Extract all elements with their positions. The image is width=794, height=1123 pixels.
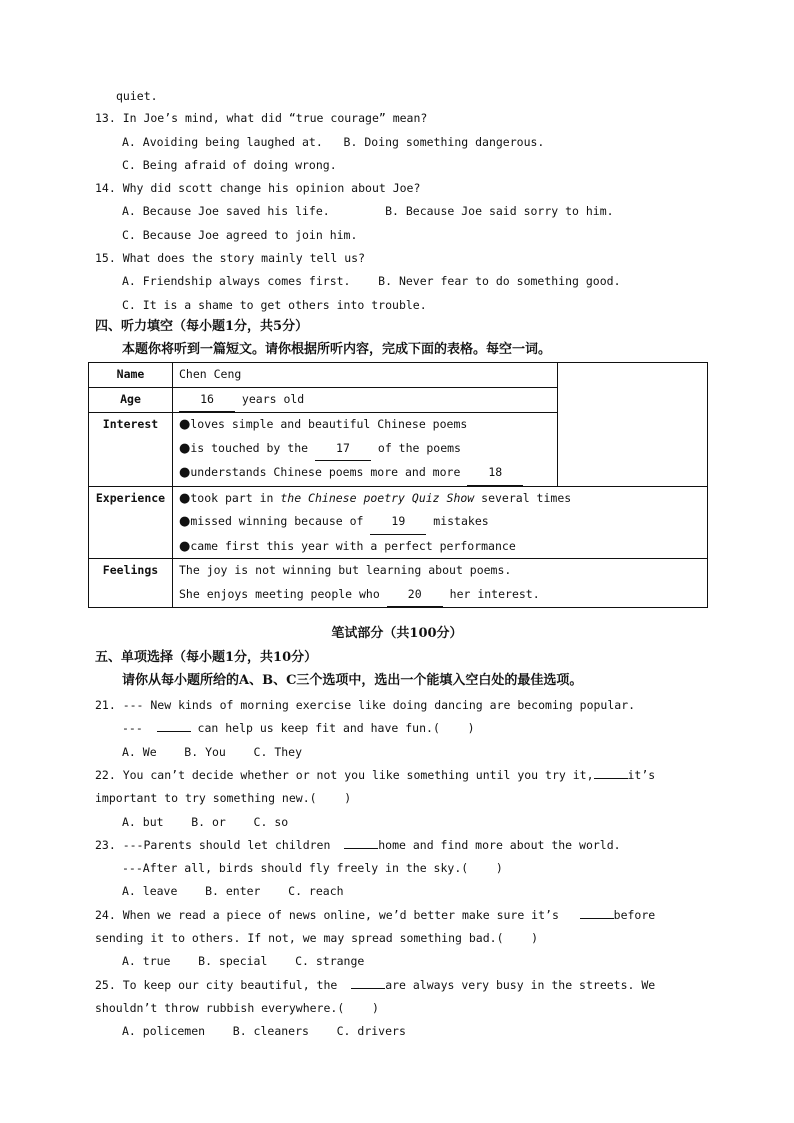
bullet-icon: ● [179, 465, 191, 480]
age-label: Age [89, 387, 173, 413]
section-5-title: 五、单项选择（每小题1分，共10分） [95, 650, 318, 665]
question-21-line1: 21. --- New kinds of morning exercise like doing dancing are becoming popular. [95, 698, 636, 712]
bullet-icon: ● [179, 490, 191, 506]
blank-18: 18 [467, 461, 523, 486]
name-value: Chen Ceng [173, 363, 558, 388]
bullet-icon: ● [179, 417, 191, 432]
section-4-title: 四、听力填空（每小题1分，共5分） [95, 319, 309, 334]
question-24-line2: sending it to others. If not, we may spread something bad.( ) [95, 931, 539, 945]
blank-19: 19 [370, 510, 426, 535]
question-24-line1: 24. When we read a piece of news online, we’d better make sure it’s before [95, 908, 656, 922]
listening-table [88, 362, 708, 608]
interest-label: Interest [89, 413, 173, 487]
age-value: 16 years old [173, 387, 558, 413]
question-25-options: A. policemen B. cleaners C. drivers [122, 1024, 406, 1038]
continued-text: quiet. [116, 89, 158, 103]
blank-17: 17 [315, 437, 371, 462]
question-14-options-row1: A. Because Joe saved his life. B. Because Joe said sorry to him. [122, 204, 614, 218]
question-24-options: A. true B. special C. strange [122, 954, 365, 968]
question-23-line1: 23. ---Parents should let children home and find more about the world. [95, 838, 621, 852]
question-14-stem: 14. Why did scott change his opinion about Joe? [95, 181, 421, 195]
question-22-line2: important to try something new.( ) [95, 791, 352, 805]
name-label: Name [89, 363, 173, 388]
blank-16: 16 [179, 388, 235, 413]
question-21-options: A. We B. You C. They [122, 745, 303, 759]
question-22-options: A. but B. or C. so [122, 815, 289, 829]
question-14-options-row2: C. Because Joe agreed to join him. [122, 228, 358, 242]
question-23-line2: ---After all, birds should fly freely in the sky.( ) [122, 861, 503, 875]
question-25-line2: shouldn’t throw rubbish everywhere.( ) [95, 1001, 379, 1015]
question-23-options: A. leave B. enter C. reach [122, 884, 344, 898]
feelings-value: The joy is not winning but learning about poems. She enjoys meeting people who 20 her interest. [173, 559, 708, 608]
answer-blank [580, 918, 614, 919]
feelings-label: Feelings [89, 559, 173, 608]
question-15-stem: 15. What does the story mainly tell us? [95, 251, 366, 265]
blank-cell [558, 363, 708, 487]
interest-value: ●loves simple and beautiful Chinese poems ●is touched by the 17 of the poems ●understands Chinese poems more and more 18 [173, 413, 558, 487]
question-13-stem: 13. In Joe’s mind, what did “true courage” mean? [95, 111, 428, 125]
question-25-line1: 25. To keep our city beautiful, the are always very busy in the streets. We [95, 978, 656, 992]
section-4-instruction: 本题你将听到一篇短文。请你根据所听内容，完成下面的表格。每空一词。 [122, 342, 552, 357]
answer-blank [351, 988, 385, 989]
bullet-icon: ● [179, 440, 191, 456]
question-15-options-row1: A. Friendship always comes first. B. Never fear to do something good. [122, 274, 621, 288]
section-5-instruction: 请你从每小题所给的A、B、C三个选项中，选出一个能填入空白处的最佳选项。 [122, 673, 583, 688]
experience-label: Experience [89, 486, 173, 559]
bullet-icon: ● [179, 538, 191, 554]
bullet-icon: ● [179, 514, 191, 529]
answer-blank [157, 731, 191, 732]
question-15-options-row2: C. It is a shame to get others into trouble. [122, 298, 427, 312]
blank-20: 20 [387, 583, 443, 608]
experience-value: ●took part in the Chinese poetry Quiz Show several times ●missed winning because of 19 mistakes ●came first this year with a perfect performance [173, 486, 708, 559]
question-22-line1: 22. You can’t decide whether or not you like something until you try it, it’s [95, 768, 656, 782]
question-13-options-row2: C. Being afraid of doing wrong. [122, 158, 337, 172]
question-21-line2: --- can help us keep fit and have fun.( ) [122, 721, 475, 735]
written-part-heading: 笔试部分（共100分） [331, 626, 463, 641]
answer-blank [594, 778, 628, 779]
answer-blank [344, 848, 378, 849]
question-13-options-row1: A. Avoiding being laughed at. B. Doing something dangerous. [122, 135, 545, 149]
